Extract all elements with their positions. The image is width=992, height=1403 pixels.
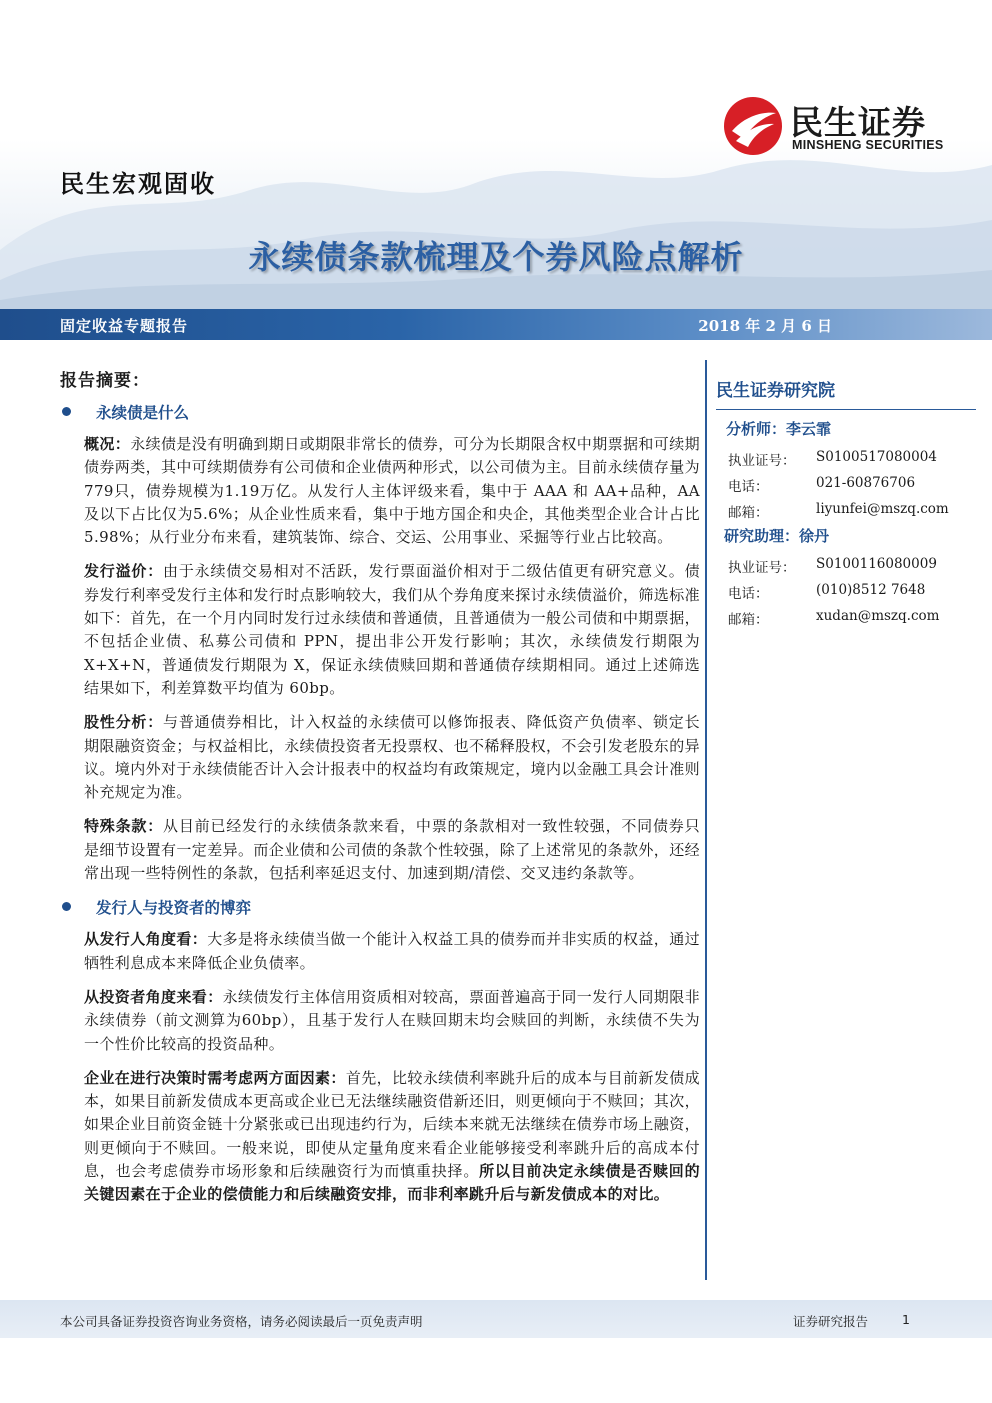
phone-label: 电话：: [728, 479, 769, 495]
bullet-icon: [62, 407, 71, 416]
bullet-icon: [62, 902, 71, 911]
footer-disclaimer: 本公司具备证券投资咨询业务资格，请务必阅读最后一页免责声明: [60, 1314, 423, 1329]
assistant-role: 研究助理：徐丹: [724, 527, 830, 545]
paragraph: [84, 560, 700, 700]
paragraph: [84, 928, 700, 975]
paragraph-lead: 发行溢价：: [84, 562, 164, 581]
minsheng-logo-mark-icon: [722, 95, 784, 157]
abstract-column: [60, 360, 700, 1218]
paragraph: [84, 433, 700, 549]
phone-value: 021-60876706: [816, 475, 916, 491]
paragraph-text: 大多是将永续债当做一个能计入权益工具的债券而并非实质的权益，通过牺牲利息成本来降低企业负债率。: [84, 930, 701, 972]
paragraph-conclusion: 所以目前决定永续债是否赎回的关键因素在于企业的偿债能力和后续融资安排，而非利率跳升后与新发债成本的对比。: [84, 1162, 700, 1204]
assistant-phone-row: [716, 578, 976, 604]
section-title: 发行人与投资者的博弈: [96, 898, 252, 918]
paragraph-lead: 概况：: [84, 435, 131, 453]
logo-chinese-name: 民生证券: [790, 103, 926, 142]
phone-label: 电话：: [728, 586, 769, 602]
page-number: 1: [902, 1312, 910, 1327]
series-name: 民生宏观固收: [60, 169, 216, 198]
paragraph-lead: 从投资者角度来看：: [84, 987, 223, 1006]
page-footer: [0, 1300, 992, 1338]
report-info-band: [0, 309, 992, 340]
license-value: S0100116080009: [816, 556, 937, 572]
report-date: 2018 年 2 月 6 日: [698, 317, 832, 335]
license-value: S0100517080004: [816, 449, 937, 465]
paragraph: [84, 1067, 700, 1207]
paragraph: [84, 986, 700, 1056]
paragraph-lead: 特殊条款：: [84, 817, 164, 836]
report-title: 永续债条款梳理及个券风险点解析: [248, 238, 744, 276]
analyst-license-row: [716, 445, 976, 471]
paragraph-text: 永续债是没有明确到期日或期限非常长的债券，可分为长期限含权中期票据和可续期债券两类，其中可续期债券有公司债和企业债两种形式，以公司债为主。目前永续债存量为779只，债券规模为1.19万亿。从发行人主体评级来看，集中于 AAA 和 AA+品种，AA 及以下占比仅为5.6%；从企业性质来看，集中于地方国企和央企，其他类型企业合计占比 5.98%；从行业分布来看，建筑装饰、综合、交运、公用事业、采掘等行业占比较高。: [84, 435, 701, 547]
paragraph-lead: 企业在进行决策时需考虑两方面因素：: [84, 1068, 346, 1087]
paragraph-text: 由于永续债交易相对不活跃，发行票面溢价相对于二级估值更有研究意义。债券发行利率受发行主体和发行时点影响较大，我们从个券角度来探讨永续债溢价，筛选标准如下：首先，在一个月内同时发行过永续债和普通债，且普通债为一般公司债和中期票据，不包括企业债、私募公司债和 PPN，提出非公开发行影响；其次，永续债发行期限为 X+X+N，普通债发行期限为 X，保证永续债赎回期和普通债存续期相同。通过上述筛选结果如下，利差算数平均值为 60bp。: [84, 562, 701, 697]
phone-value: (010)8512 7648: [816, 582, 926, 598]
abstract-label: 报告摘要：: [60, 371, 150, 391]
sidebar-divider: [716, 409, 976, 410]
paragraph-text: 与普通债券相比，计入权益的永续债可以修饰报表、降低资产负债率、锁定长期限融资资金；与权益相比，永续债投资者无投票权、也不稀释股权，不会引发老股东的异议。境内外对于永续债能否计入会计报表中的权益均有政策规定，境内以金融工具会计准则补充规定为准。: [84, 713, 701, 802]
footer-doc-type: 证券研究报告: [793, 1314, 869, 1329]
email-label: 邮箱：: [728, 612, 769, 628]
section-heading: [60, 401, 700, 425]
analyst-sidebar: [716, 376, 976, 630]
assistant-license-row: [716, 552, 976, 578]
license-label: 执业证号：: [728, 560, 796, 576]
email-link[interactable]: xudan@mszq.com: [816, 608, 940, 624]
license-label: 执业证号：: [728, 453, 796, 469]
logo-english-name: MINSHENG SECURITIES: [792, 138, 944, 152]
minsheng-logo: [722, 95, 952, 157]
report-type: 固定收益专题报告: [60, 317, 189, 335]
analyst-email-row: [716, 497, 976, 523]
assistant-email-row: [716, 604, 976, 630]
paragraph-text: 从目前已经发行的永续债条款来看，中票的条款相对一致性较强，不同债券只是细节设置有一定差异。而企业债和公司债的条款个性较强，除了上述常见的条款外，还经常出现一些特例性的条款，包括利率延迟支付、加速到期/清偿、交叉违约条款等。: [84, 817, 701, 883]
paragraph: [84, 815, 700, 885]
institute-name: 民生证券研究院: [716, 381, 835, 401]
paragraph-lead: 股性分析：: [84, 713, 164, 732]
analyst-phone-row: [716, 471, 976, 497]
email-label: 邮箱：: [728, 505, 769, 521]
paragraph: [84, 711, 700, 804]
email-link[interactable]: liyunfei@mszq.com: [816, 501, 949, 517]
paragraph-lead: 从发行人角度看：: [84, 930, 208, 949]
paragraph-text: 永续债发行主体信用资质相对较高，票面普遍高于同一发行人同期限非永续债券（前文测算为60bp），且基于发行人在赎回期末均会赎回的判断，永续债不失为一个性价比较高的投资品种。: [84, 987, 701, 1053]
section-title: 永续债是什么: [96, 403, 190, 422]
paragraph-text: 首先，比较永续债利率跳升后的成本与目前新发债成本，如果目前新发债成本更高或企业已无法继续融资借新还旧，则更倾向于不赎回；其次，如果企业目前资金链十分紧张或已出现违约行为，后续本来就无法继续在债券市场上融资，则更倾向于不赎回。一般来说，即使从定量角度来看企业能够接受利率跳升后的高成本付息，也会考虑债券市场形象和后续融资行为而慎重抉择。: [84, 1068, 701, 1181]
analyst-role: 分析师：李云霏: [726, 420, 832, 438]
column-divider: [705, 360, 707, 1280]
section-heading: [60, 896, 700, 920]
